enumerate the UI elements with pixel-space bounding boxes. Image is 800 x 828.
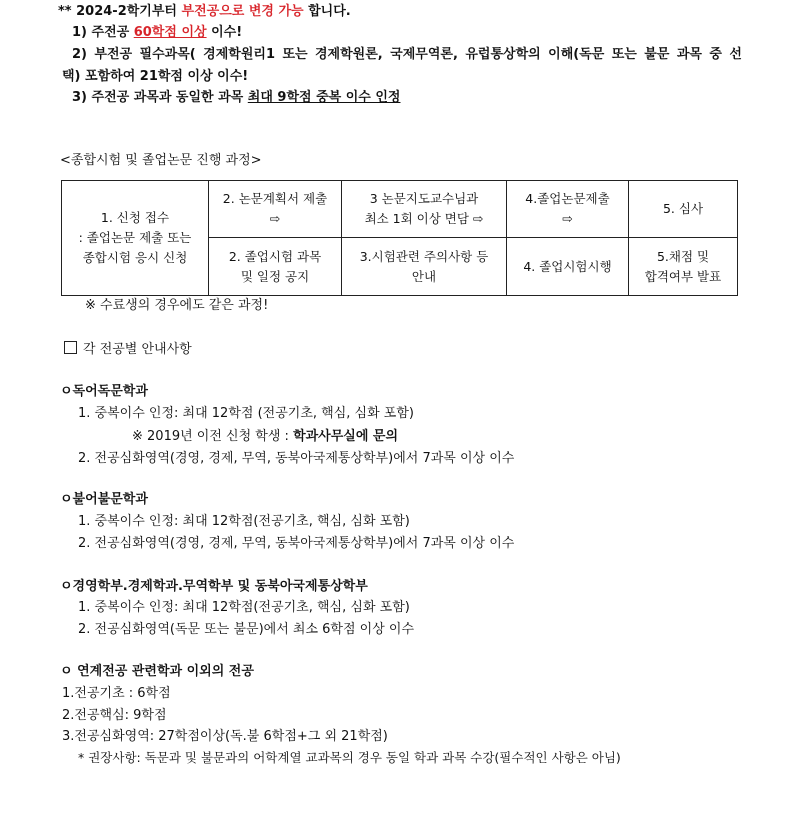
- intro-item-2-line1: 2) 부전공 필수과목( 경제학원리1 또는 경제학원론, 국제무역론, 유럽통상학의 이해(독문 또는 불문 과목 중 선: [72, 47, 742, 62]
- french-title: ㅇ불어불문학과: [60, 492, 148, 507]
- cell-meet: 3 논문지도교수님과 최소 1회 이상 면담 ⇨: [342, 181, 507, 238]
- intro-line: ** 2024-2학기부터 부전공으로 변경 가능 합니다.: [58, 4, 351, 19]
- business-item-2: 2. 전공심화영역(독문 또는 불문)에서 최소 6학점 이상 이수: [78, 622, 415, 637]
- linked-note: * 권장사항: 독문과 및 불문과의 어학계열 교과목의 경우 동일 학과 과목 수강(필수적인 사항은 아님): [78, 750, 621, 765]
- cell-submit: 4.졸업논문제출 ⇨: [507, 181, 629, 238]
- cell-plan: 2. 논문계획서 제출 ⇨: [209, 181, 342, 238]
- german-item-2: 2. 전공심화영역(경영, 경제, 무역, 동북아국제통상학부)에서 7과목 이상 이수: [78, 451, 515, 466]
- intro-item-3: 3) 주전공 과목과 동일한 과목 최대 9학점 중복 이수 인정: [72, 90, 401, 105]
- underlined-text: 최대 9학점 중복 이수 인정: [247, 90, 401, 105]
- highlight-text: 부전공으로 변경 가능: [181, 4, 304, 19]
- german-title: ㅇ독어독문학과: [60, 384, 148, 399]
- business-title: ㅇ경영학부.경제학과.무역학부 및 동북아국제통상학부: [60, 579, 368, 594]
- german-note: ※ 2019년 이전 신청 학생 : 학과사무실에 문의: [132, 429, 399, 444]
- right-arrow-icon: ⇨: [562, 211, 573, 226]
- french-item-1: 1. 중복이수 인정: 최대 12학점(전공기초, 핵심, 심화 포함): [78, 514, 410, 529]
- linked-item-1: 1.전공기초 : 6학점: [62, 686, 171, 701]
- process-table: [61, 180, 738, 296]
- table-row: [62, 181, 738, 238]
- intro-item-1: 1) 주전공 60학점 이상 이수!: [72, 25, 243, 40]
- cell-notice: 2. 졸업시험 과목 및 일정 공지: [209, 238, 342, 296]
- checkbox-square-icon: [64, 341, 77, 354]
- right-arrow-icon: ⇨: [269, 211, 281, 226]
- intro-item-2-line2: 택) 포함하여 21학점 이상 이수!: [62, 69, 249, 84]
- majors-heading: 각 전공별 안내사항: [64, 341, 192, 359]
- cell-apply: 1. 신청 접수 : 졸업논문 제출 또는 종합시험 응시 신청: [62, 181, 209, 296]
- linked-item-2: 2.전공핵심: 9학점: [62, 708, 167, 723]
- cell-guide: 3.시험관련 주의사항 등 안내: [342, 238, 507, 296]
- business-item-1: 1. 중복이수 인정: 최대 12학점(전공기초, 핵심, 심화 포함): [78, 600, 410, 615]
- linked-title: ㅇ 연계전공 관련학과 이외의 전공: [60, 664, 254, 679]
- process-note: ※ 수료생의 경우에도 같은 과정!: [85, 298, 269, 313]
- cell-result: 5.채점 및 합격여부 발표: [629, 238, 738, 296]
- german-item-1: 1. 중복이수 인정: 최대 12학점 (전공기초, 핵심, 심화 포함): [78, 406, 414, 421]
- cell-review: 5. 심사: [629, 181, 738, 238]
- french-item-2: 2. 전공심화영역(경영, 경제, 무역, 동북아국제통상학부)에서 7과목 이상 이수: [78, 536, 515, 551]
- linked-item-3: 3.전공심화영역: 27학점이상(독.불 6학점+그 외 21학점): [62, 729, 388, 744]
- cell-exam: 4. 졸업시험시행: [507, 238, 629, 296]
- process-heading: <종합시험 및 졸업논문 진행 과정>: [60, 153, 262, 168]
- highlight-text: 60학점 이상: [133, 25, 207, 40]
